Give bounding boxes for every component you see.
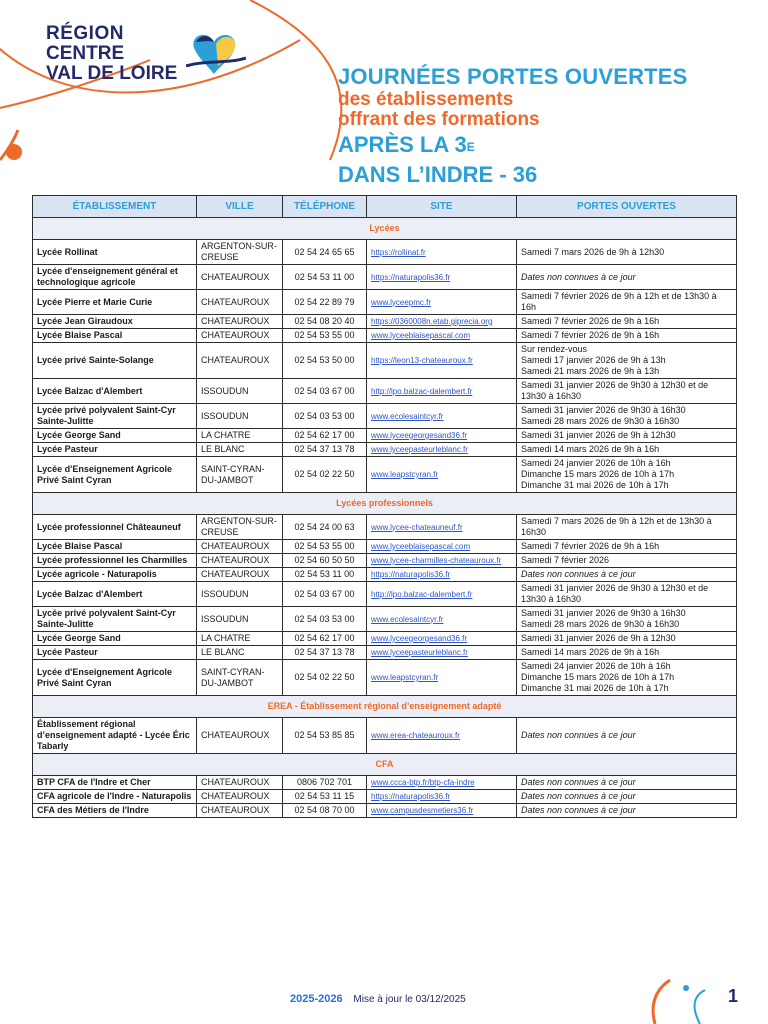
logo-line-1: RÉGION xyxy=(46,23,124,44)
site-link[interactable]: www.lyceegeorgesand36.fr xyxy=(371,431,468,440)
phone-cell: 02 54 03 67 00 xyxy=(283,582,367,607)
site-cell xyxy=(367,240,517,265)
phone-cell: 02 54 60 50 50 xyxy=(283,554,367,568)
phone-cell: 02 54 03 53 00 xyxy=(283,607,367,632)
open-day-line: Samedi 7 mars 2026 de 9h à 12h et de 13h30 à 16h30 xyxy=(521,516,712,537)
site-link[interactable]: http://lpo.balzac-dalembert.fr xyxy=(371,386,473,396)
title-line-4-text: APRÈS LA 3 xyxy=(338,132,467,157)
establishment-cell: Lycée agricole - Naturapolis xyxy=(33,568,197,582)
table-row xyxy=(33,554,737,568)
city-cell: CHATEAUROUX xyxy=(197,290,283,315)
site-link[interactable]: www.lyceepasteurleblanc.fr xyxy=(371,445,468,454)
site-cell xyxy=(367,718,517,754)
site-link[interactable]: https://leon13-chateauroux.fr xyxy=(371,356,473,365)
open-day-line: Samedi 24 janvier 2026 de 10h à 16h xyxy=(521,661,671,671)
title-line-1: JOURNÉES PORTES OUVERTES xyxy=(338,64,688,89)
establishment-cell: Lycée Pasteur xyxy=(33,443,197,457)
site-link[interactable]: www.campusdesmetiers36.fr xyxy=(371,806,474,815)
open-day-line: Samedi 7 février 2026 de 9h à 16h xyxy=(521,330,660,340)
city-cell: SAINT-CYRAN-DU-JAMBOT xyxy=(197,660,283,696)
footer-update: Mise à jour le 03/12/2025 xyxy=(353,994,466,1005)
site-cell xyxy=(367,804,517,818)
heart-logo-icon xyxy=(186,30,246,80)
title-line-5: DANS L’INDRE - 36 xyxy=(338,162,538,187)
site-cell xyxy=(367,582,517,607)
site-link[interactable]: http://lpo.balzac-dalembert.fr xyxy=(371,589,473,599)
site-link[interactable]: www.erea-chateauroux.fr xyxy=(371,731,460,740)
city-cell: CHATEAUROUX xyxy=(197,568,283,582)
table-row xyxy=(33,343,737,379)
establishment-cell: CFA agricole de l'Indre - Naturapolis xyxy=(33,790,197,804)
footer xyxy=(290,993,466,1005)
open-day-line: Samedi 7 février 2026 de 9h à 12h et de 13h30 à 16h xyxy=(521,291,717,312)
site-link[interactable]: www.leapstcyran.fr xyxy=(371,470,439,479)
site-link[interactable]: www.lyceepmc.fr xyxy=(371,297,432,307)
site-link[interactable]: www.lyceepasteurleblanc.fr xyxy=(371,648,468,657)
open-days-cell xyxy=(517,607,737,632)
phone-cell: 02 54 53 11 00 xyxy=(283,568,367,582)
open-day-line: Samedi 14 mars 2026 de 9h à 16h xyxy=(521,647,660,657)
region-logo xyxy=(46,24,177,84)
open-day-line: Dimanche 31 mai 2026 de 10h à 17h xyxy=(521,683,669,693)
phone-cell: 02 54 62 17 00 xyxy=(283,429,367,443)
table-row xyxy=(33,515,737,540)
site-link[interactable]: www.lyceeblaisepascal.com xyxy=(371,331,471,340)
site-cell xyxy=(367,554,517,568)
site-cell xyxy=(367,776,517,790)
site-cell xyxy=(367,290,517,315)
site-cell xyxy=(367,790,517,804)
phone-cell: 02 54 08 70 00 xyxy=(283,804,367,818)
open-day-line: Samedi 31 janvier 2026 de 9h à 12h30 xyxy=(521,430,676,440)
table-row xyxy=(33,660,737,696)
open-day-line: Samedi 31 janvier 2026 de 9h30 à 16h30 xyxy=(521,405,686,415)
open-days-cell xyxy=(517,315,737,329)
city-cell: ARGENTON-SUR-CREUSE xyxy=(197,515,283,540)
open-days-cell xyxy=(517,632,737,646)
city-cell: CHATEAUROUX xyxy=(197,329,283,343)
title-line-4-sup: E xyxy=(466,140,475,154)
table-row xyxy=(33,290,737,315)
open-days-cell xyxy=(517,515,737,540)
open-days-cell xyxy=(517,343,737,379)
table-row xyxy=(33,379,737,404)
open-days-cell xyxy=(517,776,737,790)
site-cell xyxy=(367,443,517,457)
footer-year: 2025-2026 xyxy=(290,993,343,1005)
section-title: Lycées xyxy=(33,218,737,240)
city-cell: CHATEAUROUX xyxy=(197,343,283,379)
establishment-cell: Lycée d'Enseignement Agricole Privé Saint Cyran xyxy=(33,660,197,696)
city-cell: SAINT-CYRAN-DU-JAMBOT xyxy=(197,457,283,493)
open-day-line: Samedi 17 janvier 2026 de 9h à 13h xyxy=(521,355,666,365)
phone-cell: 02 54 08 20 40 xyxy=(283,315,367,329)
site-link[interactable]: www.ecolesaintcyr.fr xyxy=(371,411,444,421)
establishment-cell: Établissement régional d’enseignement adapté - Lycée Éric Tabarly xyxy=(33,718,197,754)
open-day-line: Samedi 7 février 2026 de 9h à 16h xyxy=(521,316,660,326)
table-row xyxy=(33,632,737,646)
open-days-table xyxy=(32,195,737,818)
table-row xyxy=(33,790,737,804)
title-line-3: offrant des formations xyxy=(338,109,540,130)
site-cell xyxy=(367,315,517,329)
logo-line-2: CENTRE xyxy=(46,43,125,64)
city-cell: LE BLANC xyxy=(197,443,283,457)
open-days-cell xyxy=(517,240,737,265)
open-day-line: Samedi 28 mars 2026 de 9h30 à 16h30 xyxy=(521,619,680,629)
site-link[interactable]: https://rollinat.fr xyxy=(371,247,426,257)
phone-cell: 02 54 03 67 00 xyxy=(283,379,367,404)
section-row xyxy=(33,754,737,776)
phone-cell: 02 54 53 11 00 xyxy=(283,265,367,290)
establishment-cell: Lycée Pasteur xyxy=(33,646,197,660)
open-day-line: Samedi 31 janvier 2026 de 9h30 à 12h30 et de 13h30 à 16h30 xyxy=(521,583,709,604)
phone-cell: 02 54 53 55 00 xyxy=(283,329,367,343)
col-header-site: SITE xyxy=(367,196,517,218)
table-row xyxy=(33,429,737,443)
city-cell: ISSOUDUN xyxy=(197,607,283,632)
open-days-cell xyxy=(517,290,737,315)
site-cell xyxy=(367,607,517,632)
city-cell: LA CHATRE xyxy=(197,632,283,646)
open-day-line: Samedi 7 mars 2026 de 9h à 12h30 xyxy=(521,246,665,257)
site-cell xyxy=(367,515,517,540)
table-row xyxy=(33,265,737,290)
site-link[interactable]: www.ccca-btp.fr/btp-cfa-indre xyxy=(371,778,475,787)
city-cell: CHATEAUROUX xyxy=(197,315,283,329)
section-title: CFA xyxy=(33,754,737,776)
site-link[interactable]: www.lyceegeorgesand36.fr xyxy=(371,634,468,643)
city-cell: LA CHATRE xyxy=(197,429,283,443)
section-title: Lycées professionnels xyxy=(33,493,737,515)
site-link[interactable]: www.lyceeblaisepascal.com xyxy=(371,542,471,551)
phone-cell: 02 54 37 13 78 xyxy=(283,443,367,457)
section-title: EREA - Établissement régional d’enseignement adapté xyxy=(33,696,737,718)
phone-cell: 02 54 53 11 15 xyxy=(283,790,367,804)
establishment-cell: Lycée Balzac d'Alembert xyxy=(33,582,197,607)
phone-cell: 02 54 24 00 63 xyxy=(283,515,367,540)
open-day-line: Dimanche 15 mars 2026 de 10h à 17h xyxy=(521,469,675,479)
page-title-block xyxy=(338,64,688,190)
phone-cell: 02 54 02 22 50 xyxy=(283,457,367,493)
site-cell xyxy=(367,379,517,404)
establishment-cell: Lycée Pierre et Marie Curie xyxy=(33,290,197,315)
open-days-cell xyxy=(517,660,737,696)
city-cell: CHATEAUROUX xyxy=(197,790,283,804)
phone-cell: 02 54 24 65 65 xyxy=(283,240,367,265)
open-days-cell xyxy=(517,329,737,343)
site-link[interactable]: www.lycee-chateauneuf.fr xyxy=(371,522,463,532)
site-cell xyxy=(367,404,517,429)
open-days-cell xyxy=(517,790,737,804)
establishment-cell: Lycée Blaise Pascal xyxy=(33,329,197,343)
open-day-line: Dates non connues à ce jour xyxy=(521,569,636,579)
site-cell xyxy=(367,343,517,379)
table-row xyxy=(33,540,737,554)
logo-line-3: VAL DE LOIRE xyxy=(46,63,178,84)
open-days-cell xyxy=(517,540,737,554)
open-days-cell xyxy=(517,568,737,582)
establishment-cell: Lycée d'Enseignement Agricole Privé Saint Cyran xyxy=(33,457,197,493)
table-row xyxy=(33,568,737,582)
city-cell: ISSOUDUN xyxy=(197,404,283,429)
open-days-cell xyxy=(517,429,737,443)
open-day-line: Samedi 31 janvier 2026 de 9h à 12h30 xyxy=(521,633,676,643)
establishment-cell: Lycée Balzac d'Alembert xyxy=(33,379,197,404)
table-row xyxy=(33,582,737,607)
site-link[interactable]: https://0360008n.etab.giprecia.org xyxy=(371,317,493,326)
site-link[interactable]: https://naturapolis36.fr xyxy=(371,272,451,282)
establishment-cell: Lycée Blaise Pascal xyxy=(33,540,197,554)
open-day-line: Samedi 28 mars 2026 de 9h30 à 16h30 xyxy=(521,416,680,426)
establishment-cell: Lycée professionnel les Charmilles xyxy=(33,554,197,568)
open-day-line: Dimanche 15 mars 2026 de 10h à 17h xyxy=(521,672,675,682)
site-cell xyxy=(367,457,517,493)
site-cell xyxy=(367,646,517,660)
table-row xyxy=(33,315,737,329)
open-days-cell xyxy=(517,582,737,607)
table-row xyxy=(33,718,737,754)
phone-cell: 02 54 22 89 79 xyxy=(283,290,367,315)
open-days-cell xyxy=(517,379,737,404)
city-cell: CHATEAUROUX xyxy=(197,804,283,818)
open-days-cell xyxy=(517,718,737,754)
table-row xyxy=(33,404,737,429)
open-days-cell xyxy=(517,804,737,818)
city-cell: ISSOUDUN xyxy=(197,379,283,404)
table-row xyxy=(33,776,737,790)
open-day-line: Samedi 31 janvier 2026 de 9h30 à 12h30 et de 13h30 à 16h30 xyxy=(521,380,709,401)
site-cell xyxy=(367,632,517,646)
open-days-cell xyxy=(517,457,737,493)
phone-cell: 0806 702 701 xyxy=(283,776,367,790)
phone-cell: 02 54 53 50 00 xyxy=(283,343,367,379)
open-day-line: Sur rendez-vous xyxy=(521,344,588,354)
establishment-cell: Lycée Rollinat xyxy=(33,240,197,265)
establishment-cell: Lycée professionnel Châteauneuf xyxy=(33,515,197,540)
open-days-cell xyxy=(517,265,737,290)
table-row xyxy=(33,329,737,343)
open-day-line: Samedi 31 janvier 2026 de 9h30 à 16h30 xyxy=(521,608,686,618)
open-days-cell xyxy=(517,443,737,457)
open-day-line: Samedi 24 janvier 2026 de 10h à 16h xyxy=(521,458,671,468)
city-cell: CHATEAUROUX xyxy=(197,540,283,554)
section-row xyxy=(33,696,737,718)
open-day-line: Samedi 14 mars 2026 de 9h à 16h xyxy=(521,444,660,454)
site-link[interactable]: www.leapstcyran.fr xyxy=(371,673,439,682)
open-days-cell xyxy=(517,646,737,660)
title-line-2: des établissements xyxy=(338,89,514,110)
col-header-establishment: ÉTABLISSEMENT xyxy=(33,196,197,218)
phone-cell: 02 54 03 53 00 xyxy=(283,404,367,429)
open-day-line: Dates non connues à ce jour xyxy=(521,791,636,801)
city-cell: CHATEAUROUX xyxy=(197,554,283,568)
city-cell: CHATEAUROUX xyxy=(197,776,283,790)
site-link[interactable]: www.lycee-charmilles-chateauroux.fr xyxy=(371,556,502,565)
section-row xyxy=(33,218,737,240)
open-day-line: Dates non connues à ce jour xyxy=(521,730,636,740)
section-row xyxy=(33,493,737,515)
table-row xyxy=(33,646,737,660)
phone-cell: 02 54 37 13 78 xyxy=(283,646,367,660)
open-day-line: Samedi 7 février 2026 de 9h à 16h xyxy=(521,541,660,551)
open-day-line: Dimanche 31 mai 2026 de 10h à 17h xyxy=(521,480,669,490)
table-row xyxy=(33,443,737,457)
establishment-cell: Lycée privé polyvalent Saint-Cyr Sainte-Julitte xyxy=(33,607,197,632)
establishment-cell: Lycée George Sand xyxy=(33,429,197,443)
establishment-cell: Lycée privé polyvalent Saint-Cyr Sainte-Julitte xyxy=(33,404,197,429)
table-row xyxy=(33,607,737,632)
col-header-city: VILLE xyxy=(197,196,283,218)
site-cell xyxy=(367,265,517,290)
table-header-row xyxy=(33,196,737,218)
col-header-phone: TÉLÉPHONE xyxy=(283,196,367,218)
establishment-cell: Lycée privé Sainte-Solange xyxy=(33,343,197,379)
open-day-line: Samedi 7 février 2026 xyxy=(521,555,610,565)
title-line-4 xyxy=(338,130,688,160)
city-cell: CHATEAUROUX xyxy=(197,265,283,290)
city-cell: ISSOUDUN xyxy=(197,582,283,607)
phone-cell: 02 54 62 17 00 xyxy=(283,632,367,646)
site-cell xyxy=(367,329,517,343)
phone-cell: 02 54 53 85 85 xyxy=(283,718,367,754)
open-day-line: Dates non connues à ce jour xyxy=(521,777,636,787)
site-cell xyxy=(367,660,517,696)
city-cell: LE BLANC xyxy=(197,646,283,660)
establishment-cell: Lycée Jean Giraudoux xyxy=(33,315,197,329)
establishment-cell: Lycée d'enseignement général et technologique agricole xyxy=(33,265,197,290)
open-day-line: Dates non connues à ce jour xyxy=(521,805,636,815)
open-days-cell xyxy=(517,554,737,568)
table-body xyxy=(33,218,737,818)
site-cell xyxy=(367,429,517,443)
establishment-cell: Lycée George Sand xyxy=(33,632,197,646)
establishment-cell: BTP CFA de l'Indre et Cher xyxy=(33,776,197,790)
table-row xyxy=(33,240,737,265)
city-cell: ARGENTON-SUR-CREUSE xyxy=(197,240,283,265)
page-number: 1 xyxy=(728,986,739,1006)
city-cell: CHATEAUROUX xyxy=(197,718,283,754)
open-day-line: Samedi 21 mars 2026 de 9h à 13h xyxy=(521,366,660,376)
site-cell xyxy=(367,568,517,582)
col-header-open-days: PORTES OUVERTES xyxy=(517,196,737,218)
establishment-cell: CFA des Métiers de l'Indre xyxy=(33,804,197,818)
open-day-line: Dates non connues à ce jour xyxy=(521,271,636,282)
table-row xyxy=(33,457,737,493)
site-cell xyxy=(367,540,517,554)
open-days-cell xyxy=(517,404,737,429)
phone-cell: 02 54 53 55 00 xyxy=(283,540,367,554)
site-link[interactable]: https://naturapolis36.fr xyxy=(371,570,451,579)
site-link[interactable]: www.ecolesaintcyr.fr xyxy=(371,614,444,624)
site-link[interactable]: https://naturapolis36.fr xyxy=(371,792,451,801)
table-row xyxy=(33,804,737,818)
phone-cell: 02 54 02 22 50 xyxy=(283,660,367,696)
